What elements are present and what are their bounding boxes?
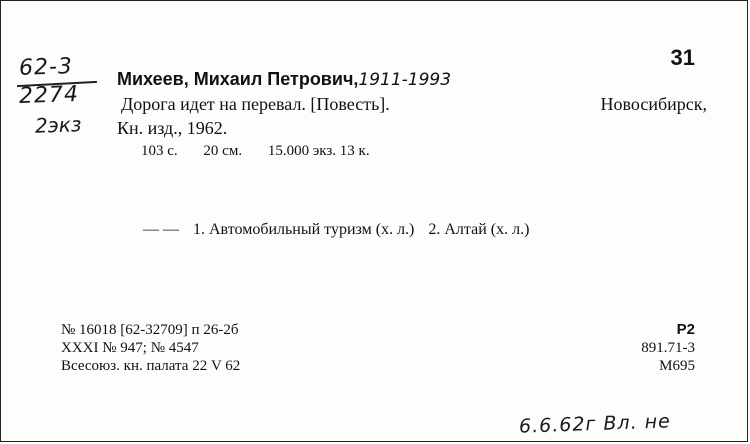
handwritten-call-number-bottom: 2274 (18, 81, 80, 110)
classification-code: Р2 (676, 321, 695, 338)
subject-headings (143, 221, 539, 239)
author-dates: 1911-1993 (358, 70, 452, 90)
classification-index: 891.71-3 (641, 340, 695, 356)
title-line (117, 92, 707, 116)
classification-info (641, 321, 695, 375)
handwritten-call-number-top: 62-3 (18, 54, 74, 81)
handwritten-copies: 2экз (34, 112, 82, 138)
registration-info (61, 321, 240, 375)
author-name: Михеев, Михаил Петрович, (117, 69, 359, 89)
subject-2: 2. Алтай (х. л.) (428, 221, 530, 238)
subject-1: 1. Автомобильный туризм (х. л.) (193, 221, 415, 238)
page-count: 103 с. (141, 143, 178, 159)
registration-line-2: XXXI № 947; № 4547 (61, 340, 199, 356)
author-line (117, 67, 707, 92)
publisher-line: Кн. изд., 1962. (117, 118, 228, 138)
physical-description (117, 140, 707, 162)
card-number: 31 (670, 45, 695, 70)
handwritten-bottom-note: 6.6.62г Вл. не (518, 410, 672, 438)
book-title: Дорога идет на перевал. [Повесть]. (121, 94, 390, 114)
subject-dash: — — (143, 221, 179, 238)
publication-place: Новосибирск, (600, 94, 707, 114)
registration-line-3: Всесоюз. кн. палата 22 V 62 (61, 358, 241, 374)
bibliographic-entry (117, 67, 707, 162)
registration-line-1: № 16018 [62-32709] п 26-2б (61, 322, 239, 338)
book-size: 20 см. (203, 143, 243, 159)
author-mark: М695 (659, 358, 695, 374)
print-run-price: 15.000 экз. 13 к. (267, 143, 370, 159)
